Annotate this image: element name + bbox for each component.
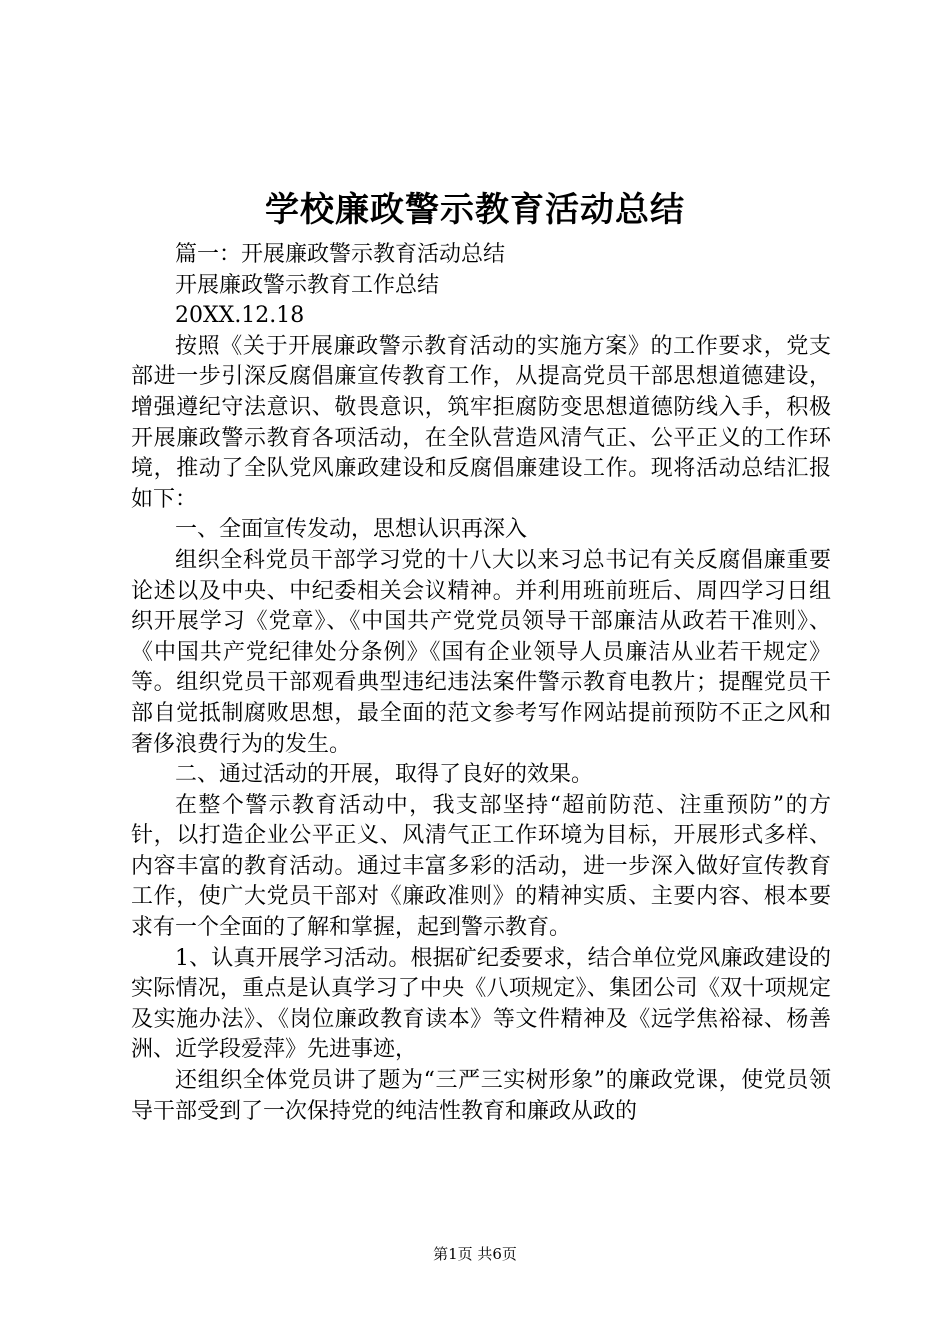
date-line: 20XX.12.18 [175, 303, 305, 329]
paragraph-results: 在整个警示教育活动中，我支部坚持“超前防范、注重预防”的方针，以打造企业公平正义、风清气正工作环境为目标，开展形式多样、内容丰富的教育活动。通过丰富多彩的活动，进一步深入做好宣传教育工作，使广大党员干部对《廉政准则》的精神实质、主要内容、根本要求有一个全面的了解和掌握，起到警示教育。 [131, 792, 831, 941]
heading-two: 二、通过活动的开展，取得了良好的效果。 [175, 762, 594, 788]
paragraph-lecture: 还组织全体党员讲了题为“三严三实树形象”的廉政党课，使党员领导干部受到了一次保持党的纯洁性教育和廉政从政的 [131, 1068, 831, 1124]
subtitle: 开展廉政警示教育工作总结 [175, 272, 440, 298]
page-footer: 第1页 共6页 [433, 1245, 517, 1263]
paragraph-study: 组织全科党员干部学习党的十八大以来习总书记有关反腐倡廉重要论述以及中央、中纪委相关会议精神。并利用班前班后、周四学习日组织开展学习《党章》、《中国共产党党员领导干部廉洁从政若干准则》、《中国共产党纪律处分条例》《国有企业领导人员廉洁从业若干规定》等。组织党员干部观看典型违纪违法案件警示教育电教片；提醒党员干部自觉抵制腐败思想，最全面的范文参考写作网站提前预防不正之风和奢侈浪费行为的发生。 [131, 547, 831, 757]
document-title: 学校廉政警示教育活动总结 [265, 190, 685, 230]
section-heading: 篇一：开展廉政警示教育活动总结 [175, 242, 506, 267]
heading-one: 一、全面宣传发动，思想认识再深入 [175, 517, 528, 543]
intro-paragraph: 按照《关于开展廉政警示教育活动的实施方案》的工作要求，党支部进一步引深反腐倡廉宣传教育工作，从提高党员干部思想道德建设，增强遵纪守法意识、敬畏意识，筑牢拒腐防变思想道德防线入手，积极开展廉政警示教育各项活动，在全队营造风清气正、公平正义的工作环境，推动了全队党风廉政建设和反腐倡廉建设工作。现将活动总结汇报如下： [131, 333, 831, 512]
paragraph-item-1: 1、认真开展学习活动。根据矿纪委要求，结合单位党风廉政建设的实际情况，重点是认真学习了中央《八项规定》、集团公司《双十项规定及实施办法》、《岗位廉政教育读本》等文件精神及《远学焦裕禄、杨善洲、近学段爱萍》先进事迹， [131, 945, 831, 1063]
document-body [131, 240, 831, 1127]
